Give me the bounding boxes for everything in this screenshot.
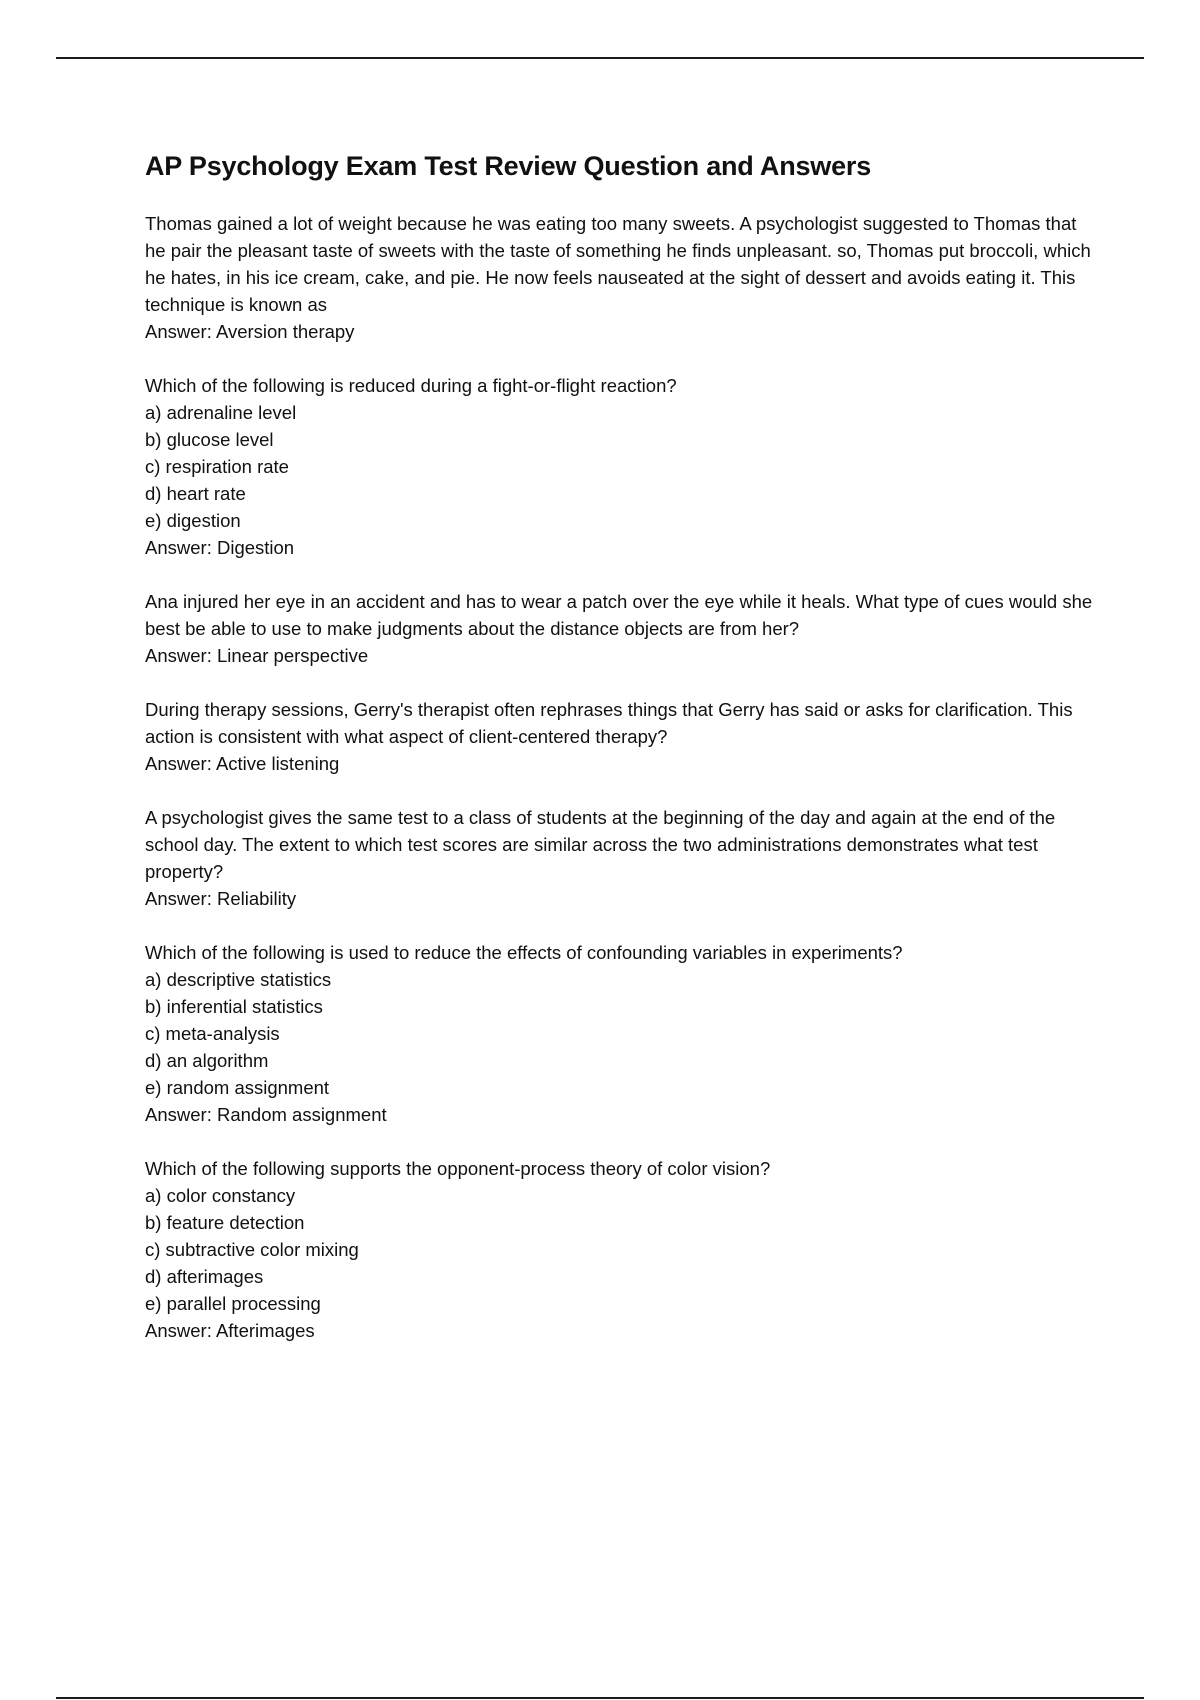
answer-text: Answer: Aversion therapy	[145, 321, 355, 342]
option-a: a) descriptive statistics	[145, 969, 332, 990]
answer-text: Answer: Digestion	[145, 537, 295, 558]
question-text: Thomas gained a lot of weight because he was eating too many sweets. A psychologist suggested to Thomas that he pair the pleasant taste of sweets with the taste of something he finds unpleasant. so, Thomas put broccoli, which he hates, in his ice cream, cake, and pie. He now feels nauseated at the sight of dessert and avoids eating it. This technique is known as	[145, 213, 1091, 315]
option-e: e) digestion	[145, 510, 241, 531]
answer-text: Answer: Random assignment	[145, 1104, 387, 1125]
option-c: c) respiration rate	[145, 456, 289, 477]
answer-text: Answer: Active listening	[145, 753, 340, 774]
answer-text: Answer: Afterimages	[145, 1320, 315, 1341]
option-d: d) an algorithm	[145, 1050, 269, 1071]
option-b: b) glucose level	[145, 429, 274, 450]
answer-options	[145, 966, 1095, 1101]
top-rule	[56, 57, 1144, 59]
option-c: c) meta-analysis	[145, 1023, 280, 1044]
qa-item-2	[145, 372, 1095, 561]
question-text: Which of the following supports the opponent-process theory of color vision?	[145, 1158, 771, 1179]
bottom-rule	[56, 1697, 1144, 1699]
answer-options	[145, 1182, 1095, 1317]
answer-text: Answer: Linear perspective	[145, 645, 369, 666]
option-b: b) feature detection	[145, 1212, 305, 1233]
answer-text: Answer: Reliability	[145, 888, 297, 909]
option-a: a) adrenaline level	[145, 402, 297, 423]
option-e: e) parallel processing	[145, 1293, 321, 1314]
answer-options	[145, 399, 1095, 534]
option-d: d) heart rate	[145, 483, 246, 504]
qa-item-6	[145, 939, 1095, 1128]
qa-item-4	[145, 696, 1095, 777]
qa-item-1	[145, 210, 1095, 345]
qa-item-3	[145, 588, 1095, 669]
question-text: Which of the following is used to reduce the effects of confounding variables in experiments?	[145, 942, 903, 963]
document-body	[145, 148, 1095, 1371]
question-text: Which of the following is reduced during a fight-or-flight reaction?	[145, 375, 677, 396]
question-text: Ana injured her eye in an accident and has to wear a patch over the eye while it heals. What type of cues would she best be able to use to make judgments about the distance objects are from her?	[145, 591, 1093, 639]
question-text: A psychologist gives the same test to a class of students at the beginning of the day and again at the end of the school day. The extent to which test scores are similar across the two administrations demonstrates what test property?	[145, 807, 1056, 882]
option-c: c) subtractive color mixing	[145, 1239, 359, 1260]
question-text: During therapy sessions, Gerry's therapist often rephrases things that Gerry has said or asks for clarification. This action is consistent with what aspect of client-centered therapy?	[145, 699, 1073, 747]
qa-item-5	[145, 804, 1095, 912]
option-e: e) random assignment	[145, 1077, 330, 1098]
document-title: AP Psychology Exam Test Review Question and Answers	[145, 151, 872, 181]
option-b: b) inferential statistics	[145, 996, 323, 1017]
qa-item-7	[145, 1155, 1095, 1344]
option-a: a) color constancy	[145, 1185, 296, 1206]
option-d: d) afterimages	[145, 1266, 264, 1287]
